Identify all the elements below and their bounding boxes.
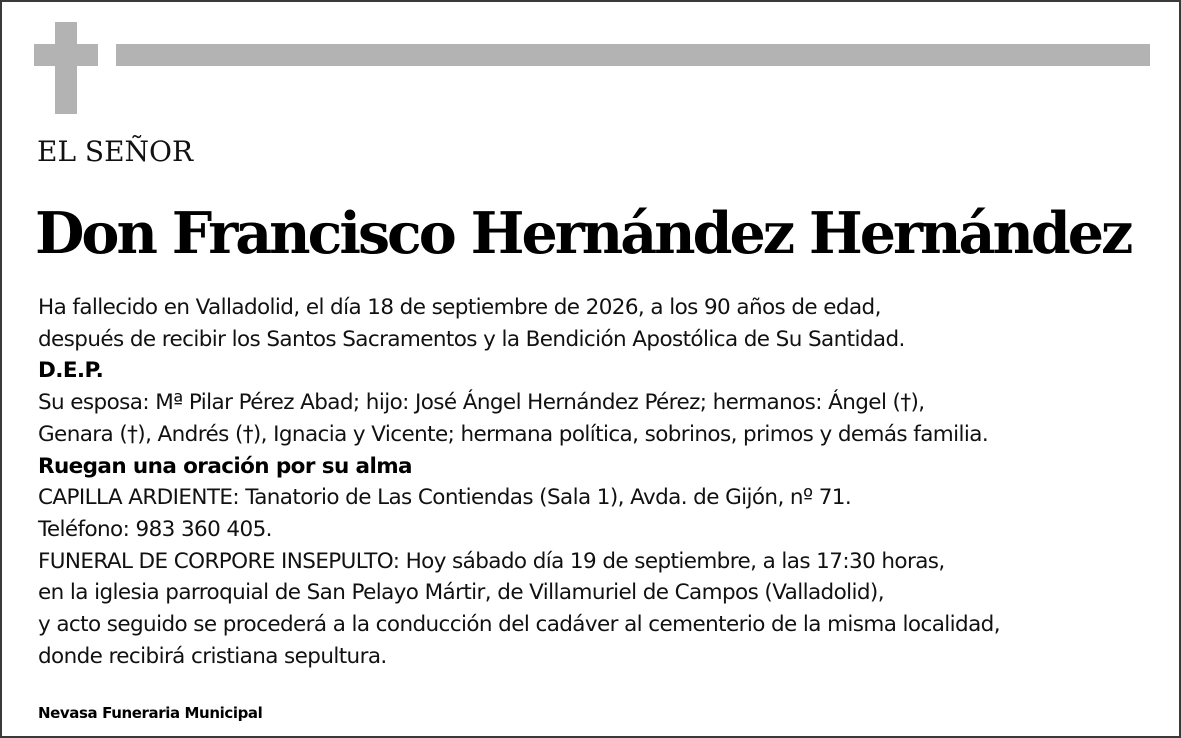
prayer-request: Ruegan una oración por su alma	[38, 453, 412, 479]
cross-vertical-bar	[55, 22, 77, 114]
phone-info: Teléfono: 983 360 405.	[38, 516, 272, 542]
funeral-line-3: y acto seguido se procederá a la conducción del cadáver al cementerio de la misma localidad,	[38, 612, 1000, 638]
header-rule	[116, 44, 1150, 66]
funeral-line-2: en la iglesia parroquial de San Pelayo Mártir, de Villamuriel de Campos (Valladolid),	[38, 580, 884, 606]
funeral-home-name: Nevasa Funeraria Municipal	[38, 704, 263, 722]
chapel-info: CAPILLA ARDIENTE: Tanatorio de Las Contiendas (Sala 1), Avda. de Gijón, nº 71.	[38, 485, 852, 511]
dep-heading: D.E.P.	[38, 358, 104, 384]
deceased-name: Don Francisco Hernández Hernández	[35, 200, 1131, 267]
family-line-2: Genara (†), Andrés (†), Ignacia y Vicente; hermana política, sobrinos, primos y demás familia.	[38, 421, 989, 447]
family-line-1: Su esposa: Mª Pilar Pérez Abad; hijo: José Ángel Hernández Pérez; hermanos: Ángel (†),	[38, 390, 925, 416]
funeral-line-4: donde recibirá cristiana sepultura.	[38, 643, 387, 669]
cross-horizontal-bar	[34, 44, 98, 66]
notice-body	[38, 292, 1000, 672]
death-announcement-line-1: Ha fallecido en Valladolid, el día 18 de septiembre de 2026, a los 90 años de edad,	[38, 295, 881, 320]
death-announcement-line-2: después de recibir los Santos Sacramentos y la Bendición Apostólica de Su Santidad.	[38, 326, 905, 352]
deceased-prefix: EL SEÑOR	[37, 135, 194, 168]
funeral-line-1: FUNERAL DE CORPORE INSEPULTO: Hoy sábado día 19 de septiembre, a las 17:30 horas,	[38, 548, 945, 574]
